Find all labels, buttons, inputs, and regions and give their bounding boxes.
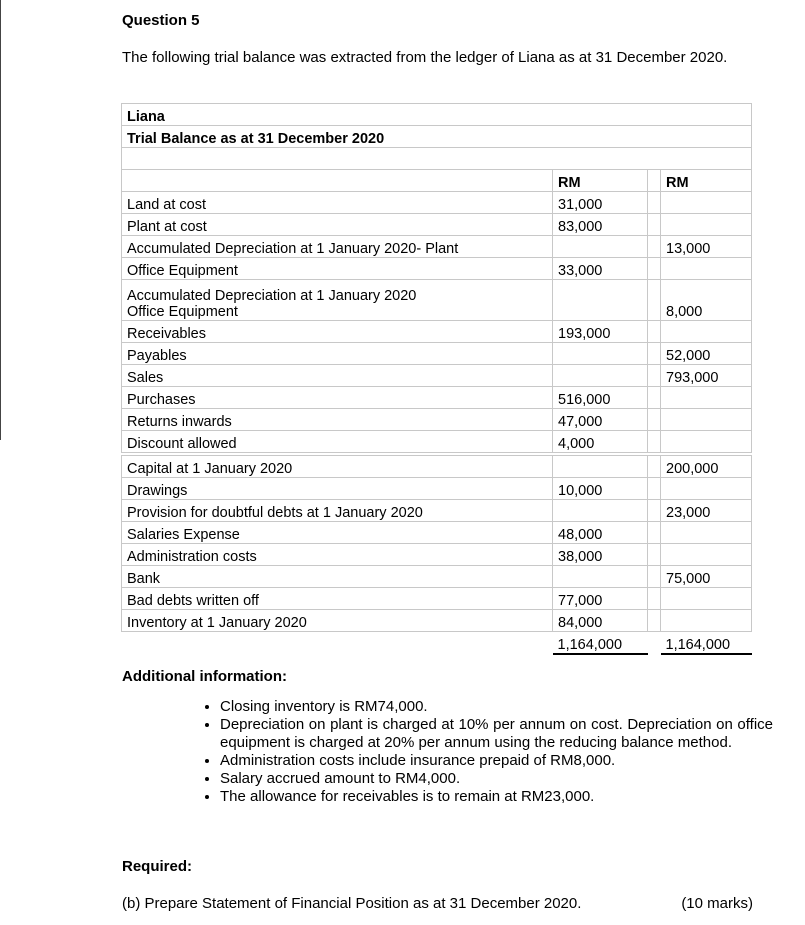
debit-amount	[553, 456, 648, 478]
table-row	[122, 478, 752, 500]
credit-amount	[661, 192, 752, 214]
table-row	[122, 500, 752, 522]
part-b-text: (b) Prepare Statement of Financial Position as at 31 December 2020.	[122, 895, 582, 912]
account-name: Drawings	[122, 478, 553, 500]
credit-amount: 8,000	[661, 280, 752, 321]
additional-info-list	[200, 698, 773, 806]
total-debit: 1,164,000	[553, 632, 648, 655]
intro-text: The following trial balance was extracted from the ledger of Liana as at 31 December 2020.	[122, 49, 728, 66]
table-row	[122, 522, 752, 544]
table-row	[122, 214, 752, 236]
credit-amount	[661, 409, 752, 431]
credit-amount: 52,000	[661, 343, 752, 365]
credit-amount	[661, 610, 752, 632]
credit-header: RM	[661, 170, 752, 192]
credit-amount	[661, 321, 752, 343]
account-name: Returns inwards	[122, 409, 553, 431]
debit-amount: 33,000	[553, 258, 648, 280]
table-row	[122, 343, 752, 365]
credit-amount: 793,000	[661, 365, 752, 387]
required-title: Required:	[122, 858, 193, 875]
table-row	[122, 258, 752, 280]
credit-amount: 13,000	[661, 236, 752, 258]
debit-amount: 84,000	[553, 610, 648, 632]
account-name: Office Equipment	[122, 258, 553, 280]
credit-amount	[661, 431, 752, 453]
table-row	[122, 387, 752, 409]
list-item: • Salary accrued amount to RM4,000.	[220, 770, 773, 788]
debit-amount: 516,000	[553, 387, 648, 409]
debit-amount	[553, 500, 648, 522]
account-name: Plant at cost	[122, 214, 553, 236]
account-name: Bad debts written off	[122, 588, 553, 610]
credit-amount	[661, 522, 752, 544]
account-name-line: Office Equipment	[127, 304, 238, 320]
blank-row	[122, 148, 752, 170]
table-row	[122, 610, 752, 632]
table-title: Liana	[122, 104, 752, 126]
account-name: Land at cost	[122, 192, 553, 214]
debit-amount	[553, 365, 648, 387]
marks-label: (10 marks)	[681, 895, 753, 912]
account-name: Sales	[122, 365, 553, 387]
account-name: Inventory at 1 January 2020	[122, 610, 553, 632]
credit-amount	[661, 214, 752, 236]
table-row	[122, 280, 752, 321]
account-name: Accumulated Depreciation at 1 January 2020- Plant	[122, 236, 553, 258]
table-row	[122, 588, 752, 610]
credit-amount: 23,000	[661, 500, 752, 522]
debit-amount: 83,000	[553, 214, 648, 236]
account-name: Payables	[122, 343, 553, 365]
debit-amount	[553, 566, 648, 588]
credit-amount	[661, 258, 752, 280]
account-name: Discount allowed	[122, 431, 553, 453]
debit-amount: 77,000	[553, 588, 648, 610]
credit-amount: 200,000	[661, 456, 752, 478]
credit-amount: 75,000	[661, 566, 752, 588]
table-subtitle: Trial Balance as at 31 December 2020	[122, 126, 752, 148]
table-row	[122, 365, 752, 387]
debit-amount: 48,000	[553, 522, 648, 544]
debit-amount: 31,000	[553, 192, 648, 214]
credit-amount	[661, 387, 752, 409]
account-name: Purchases	[122, 387, 553, 409]
account-name: Receivables	[122, 321, 553, 343]
account-name: Administration costs	[122, 544, 553, 566]
table-row	[122, 544, 752, 566]
credit-amount	[661, 478, 752, 500]
account-name: Bank	[122, 566, 553, 588]
question-title: Question 5	[122, 12, 200, 29]
debit-header: RM	[553, 170, 648, 192]
table-row	[122, 236, 752, 258]
account-name: Provision for doubtful debts at 1 January 2020	[122, 500, 553, 522]
list-item: • Administration costs include insurance prepaid of RM8,000.	[220, 752, 773, 770]
list-item: • The allowance for receivables is to remain at RM23,000.	[220, 788, 773, 806]
trial-balance-table-continued	[121, 455, 752, 655]
table-row	[122, 431, 752, 453]
table-row	[122, 192, 752, 214]
table-row	[122, 409, 752, 431]
debit-amount: 47,000	[553, 409, 648, 431]
table-row	[122, 566, 752, 588]
debit-amount	[553, 236, 648, 258]
debit-amount	[553, 280, 648, 321]
total-credit: 1,164,000	[661, 632, 752, 655]
additional-info-title: Additional information:	[122, 668, 287, 685]
account-name: Capital at 1 January 2020	[122, 456, 553, 478]
trial-balance-table	[121, 103, 752, 453]
debit-amount: 10,000	[553, 478, 648, 500]
credit-amount	[661, 588, 752, 610]
account-name: Salaries Expense	[122, 522, 553, 544]
table-row	[122, 456, 752, 478]
debit-amount: 193,000	[553, 321, 648, 343]
table-row	[122, 321, 752, 343]
account-name-line: Accumulated Depreciation at 1 January 2020	[127, 288, 417, 304]
list-item: • Depreciation on plant is charged at 10% per annum on cost. Depreciation on office equipment is charged at 20% per annum using the reducing balance method.	[220, 716, 773, 752]
list-item: • Closing inventory is RM74,000.	[220, 698, 773, 716]
credit-amount	[661, 544, 752, 566]
debit-amount: 4,000	[553, 431, 648, 453]
margin-line	[0, 0, 1, 440]
account-name	[122, 280, 553, 321]
debit-amount: 38,000	[553, 544, 648, 566]
debit-amount	[553, 343, 648, 365]
